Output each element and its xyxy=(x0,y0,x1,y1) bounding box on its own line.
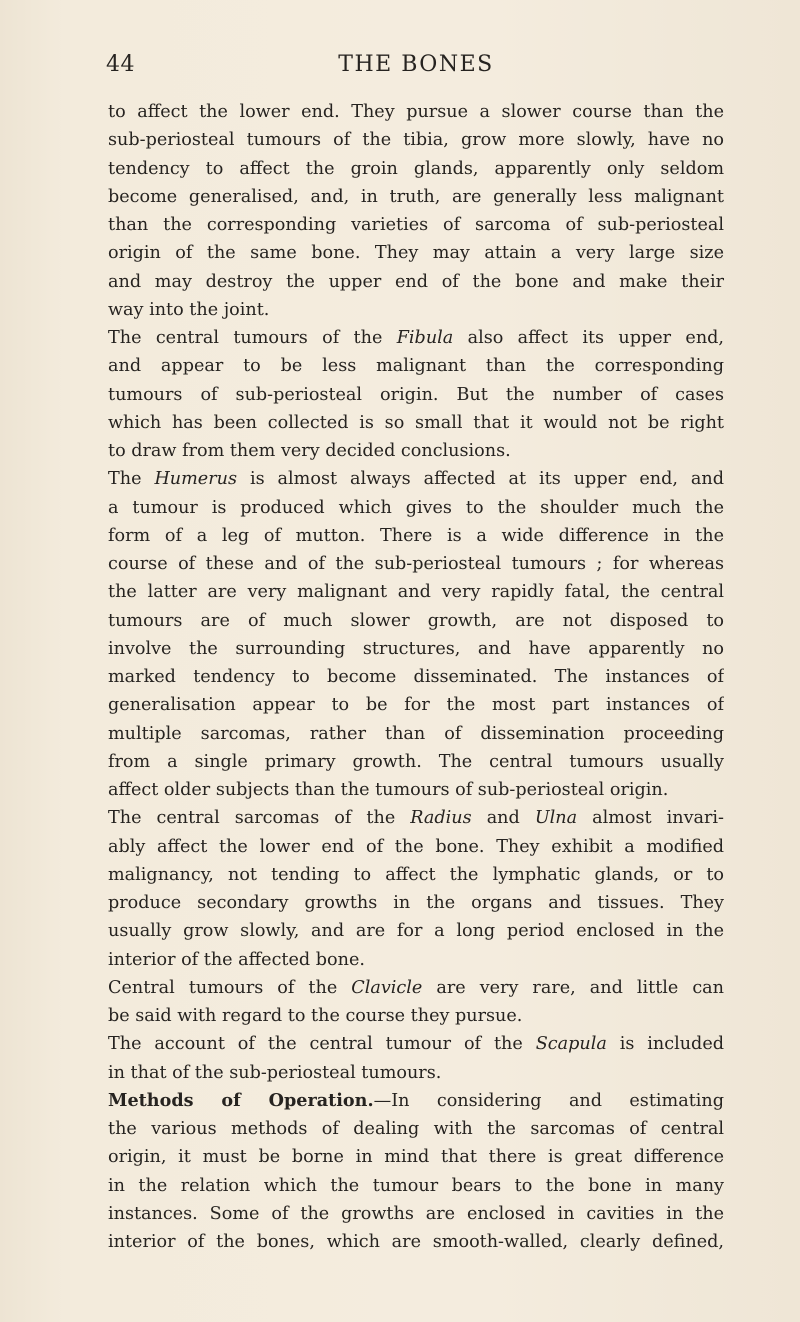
text-line: sub-periosteal tumours of the tibia, grow more slowly, have no xyxy=(108,130,724,151)
text-line: interior of the affected bone. xyxy=(108,949,365,970)
text-line: The central tumours of the Fibula also affect its upper end, xyxy=(108,328,724,348)
text-line: multiple sarcomas, rather than of dissemination proceeding xyxy=(108,723,724,744)
text-line: produce secondary growths in the organs and tissues. They xyxy=(108,893,724,913)
text-line: affect older subjects than the tumours of sub-periosteal origin. xyxy=(108,780,669,800)
text-line: marked tendency to become disseminated. The instances of xyxy=(108,667,724,687)
text-line: The account of the central tumour of the Scapula is included xyxy=(108,1034,724,1055)
text-line: to affect the lower end. They pursue a slower course than the xyxy=(108,102,724,122)
text-line: interior of the bones, which are smooth-walled, clearly defined, xyxy=(108,1232,724,1252)
text-line: to draw from them very decided conclusions. xyxy=(108,441,511,461)
text-line: ably affect the lower end of the bone. They exhibit a modified xyxy=(108,836,724,857)
text-line: in the relation which the tumour bears to the bone in many xyxy=(108,1175,724,1196)
text-line: and appear to be less malignant than the corresponding xyxy=(108,356,724,377)
text-line: origin of the same bone. They may attain a very large size xyxy=(108,243,724,264)
text-line: origin, it must be borne in mind that there is great difference xyxy=(108,1147,724,1168)
section-heading-methods: Methods of Operation. xyxy=(108,1089,374,1111)
body-text xyxy=(108,98,724,1256)
text-line: become generalised, and, in truth, are generally less malignant xyxy=(108,186,724,207)
text-line: form of a leg of mutton. There is a wide difference in the xyxy=(108,525,724,546)
text-line: tumours of sub-periosteal origin. But the number of cases xyxy=(108,384,724,405)
bone-name-fibula: Fibula xyxy=(396,328,454,348)
bone-name-scapula: Scapula xyxy=(535,1034,607,1055)
text-line: way into the joint. xyxy=(108,299,270,320)
page-header xyxy=(106,52,726,82)
text-line: from a single primary growth. The central tumours usually xyxy=(108,751,724,772)
text-line: which has been collected is so small that it would not be right xyxy=(108,412,724,433)
bone-name-ulna: Ulna xyxy=(534,808,578,829)
text-line: tumours are of much slower growth, are not disposed to xyxy=(108,610,724,631)
text-line: The central sarcomas of the Radius and Ulna almost invari- xyxy=(108,808,724,829)
text-line: The Humerus is almost always affected at its upper end, and xyxy=(108,469,724,490)
bone-name-radius: Radius xyxy=(410,808,472,829)
text-line: Methods of Operation.—In considering and estimating xyxy=(108,1089,724,1111)
text-line: generalisation appear to be for the most part instances of xyxy=(108,695,724,716)
text-line: usually grow slowly, and are for a long period enclosed in the xyxy=(108,921,724,942)
bone-name-clavicle: Clavicle xyxy=(351,977,423,998)
text-line: instances. Some of the growths are enclosed in cavities in the xyxy=(108,1203,724,1224)
text-line: Central tumours of the Clavicle are very rare, and little can xyxy=(108,977,724,998)
text-line: a tumour is produced which gives to the shoulder much the xyxy=(108,497,724,518)
text-line: than the corresponding varieties of sarcoma of sub-periosteal xyxy=(108,215,724,235)
text-line: tendency to affect the groin glands, apparently only seldom xyxy=(108,158,724,179)
text-line: in that of the sub-periosteal tumours. xyxy=(108,1062,442,1083)
text-line: and may destroy the upper end of the bone and make their xyxy=(108,271,724,292)
text-line: be said with regard to the course they pursue. xyxy=(108,1006,523,1026)
text-line: course of these and of the sub-periosteal tumours ; for whereas xyxy=(108,554,724,574)
text-line: involve the surrounding structures, and have apparently no xyxy=(108,638,724,659)
text-line: the latter are very malignant and very rapidly fatal, the central xyxy=(108,582,724,603)
text-line: malignancy, not tending to affect the lymphatic glands, or to xyxy=(108,864,724,885)
running-title: THE BONES xyxy=(338,52,494,77)
page-number: 44 xyxy=(106,52,135,77)
bone-name-humerus: Humerus xyxy=(154,469,237,490)
text-line: the various methods of dealing with the sarcomas of central xyxy=(108,1119,724,1139)
